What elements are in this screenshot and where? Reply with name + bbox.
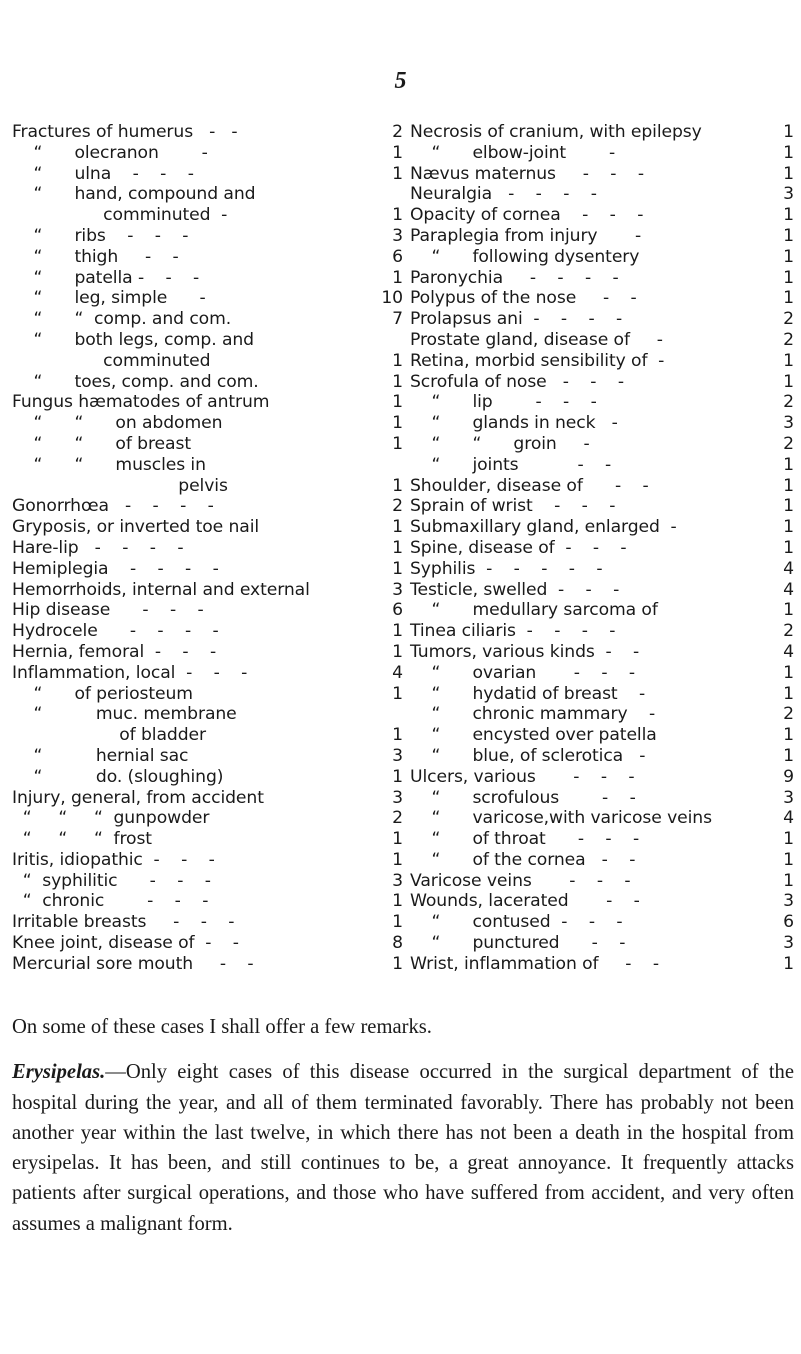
case-count: 2	[392, 808, 403, 829]
case-entry	[410, 559, 794, 580]
case-count: 1	[392, 205, 403, 226]
case-label: Gryposis, or inverted toe nail	[12, 517, 281, 538]
case-count: 7	[392, 309, 403, 330]
case-list-right	[410, 122, 794, 975]
case-entry	[410, 268, 794, 289]
case-label: “ olecranon -	[12, 142, 219, 163]
case-label: Knee joint, disease of - -	[12, 933, 250, 954]
case-count: 1	[392, 953, 403, 974]
case-label: “ do. (sloughing)	[12, 766, 229, 787]
case-entry	[12, 559, 403, 580]
case-label: Iritis, idiopathic - - -	[12, 849, 226, 870]
erysipelas-paragraph	[12, 1057, 794, 1239]
case-entry	[12, 954, 403, 975]
case-label: “ hand, compound and	[12, 184, 256, 205]
case-entry	[12, 205, 403, 226]
case-count: 1	[783, 537, 794, 558]
case-count: 1	[783, 683, 794, 704]
case-label: “ of throat - - -	[410, 829, 650, 850]
case-entry	[410, 538, 794, 559]
case-label: “ punctured - -	[410, 933, 637, 954]
case-count: 1	[783, 953, 794, 974]
case-count: 10	[381, 288, 403, 309]
case-label: “ joints - -	[410, 454, 622, 475]
case-label: “ “ comp. and com.	[12, 309, 237, 330]
case-label: “ elbow-joint -	[410, 142, 626, 163]
case-entry	[410, 455, 794, 476]
case-count: 1	[392, 163, 403, 184]
case-count: 1	[783, 267, 794, 288]
case-label: Hernia, femoral - - -	[12, 641, 227, 662]
case-entry	[12, 164, 403, 185]
case-label: Tumors, various kinds - -	[410, 641, 650, 662]
case-entry	[12, 226, 403, 247]
case-label: Wounds, lacerated - -	[410, 891, 651, 912]
remarks-intro: On some of these cases I shall offer a few remarks.	[12, 1016, 432, 1038]
case-label: Hemiplegia - - - -	[12, 558, 230, 579]
case-count: 3	[783, 413, 794, 434]
case-label: “ patella - - -	[12, 267, 210, 288]
case-label: “ leg, simple -	[12, 288, 217, 309]
case-entry	[410, 205, 794, 226]
case-entry	[12, 767, 403, 788]
case-count: 1	[783, 496, 794, 517]
case-label: “ chronic - - -	[12, 891, 220, 912]
case-count: 2	[783, 433, 794, 454]
case-count: 1	[392, 267, 403, 288]
case-entry	[410, 891, 794, 912]
case-count: 3	[783, 933, 794, 954]
case-label: Retina, morbid sensibility of -	[410, 350, 675, 371]
case-label: Hemorrhoids, internal and external	[12, 579, 316, 600]
case-entry	[12, 704, 403, 725]
case-count: 1	[783, 350, 794, 371]
case-entry	[12, 288, 403, 309]
case-count: 1	[783, 163, 794, 184]
case-count: 1	[392, 475, 403, 496]
erysipelas-body: —Only eight cases of this disease occurred in the surgical department of the hospital during the year, and all of them terminated favorably. There has probably not been another year within the last twelve, in which there has not been a death in the hospital from erysipelas. It has been, and still continues to be, a great annoyance. It frequently attacks patients after surgical operations, and those who have suffered from accident, and very often assumes a malignant form.	[12, 1061, 794, 1235]
case-label: “ “ “ frost	[12, 829, 222, 850]
case-count: 1	[392, 912, 403, 933]
case-count: 1	[783, 600, 794, 621]
case-label: “ “ “ gunpowder	[12, 808, 215, 829]
case-entry	[12, 122, 403, 143]
case-label: Wrist, inflammation of - -	[410, 953, 670, 974]
case-label: Shoulder, disease of - -	[410, 475, 660, 496]
case-entry	[12, 330, 403, 351]
case-label: Paraplegia from injury -	[410, 225, 652, 246]
case-label: Ulcers, various - - -	[410, 766, 646, 787]
case-count: 1	[392, 517, 403, 538]
case-label: Tinea ciliaris - - - -	[410, 621, 627, 642]
case-label: Spine, disease of - - -	[410, 537, 638, 558]
case-count: 4	[392, 662, 403, 683]
case-count: 1	[392, 142, 403, 163]
case-entry	[410, 850, 794, 871]
case-entry	[410, 580, 794, 601]
case-label: Injury, general, from accident	[12, 787, 291, 808]
case-count: 3	[392, 870, 403, 891]
case-label: “ of the cornea - -	[410, 849, 647, 870]
case-label: pelvis	[12, 475, 261, 496]
case-entry	[410, 933, 794, 954]
case-entry	[410, 746, 794, 767]
case-label: Inflammation, local - - -	[12, 662, 259, 683]
erysipelas-heading: Erysipelas.	[12, 1061, 106, 1084]
case-label: Polypus of the nose - -	[410, 288, 648, 309]
case-count: 6	[392, 246, 403, 267]
case-entry	[12, 891, 403, 912]
case-entry	[12, 392, 403, 413]
case-entry	[12, 871, 403, 892]
case-label: Fractures of humerus - -	[12, 122, 243, 142]
case-label: “ both legs, comp. and	[12, 329, 254, 350]
case-label: “ medullary sarcoma of	[410, 600, 669, 621]
case-count: 1	[783, 829, 794, 850]
case-count: 2	[783, 621, 794, 642]
case-count: 3	[392, 579, 403, 600]
case-count: 1	[783, 849, 794, 870]
case-entry	[410, 434, 794, 455]
case-entry	[12, 725, 403, 746]
case-count: 1	[783, 662, 794, 683]
case-entry	[410, 725, 794, 746]
case-count: 1	[392, 558, 403, 579]
case-count: 1	[783, 122, 794, 142]
case-count: 6	[783, 912, 794, 933]
case-entry	[12, 788, 403, 809]
case-entry	[12, 933, 403, 954]
case-count: 1	[392, 891, 403, 912]
case-count: 3	[783, 184, 794, 205]
case-entry	[410, 164, 794, 185]
case-count: 2	[783, 309, 794, 330]
case-count: 9	[783, 766, 794, 787]
case-entry	[12, 372, 403, 393]
case-entry	[410, 496, 794, 517]
case-label: Testicle, swelled - - -	[410, 579, 630, 600]
case-entry	[12, 496, 403, 517]
case-entry	[12, 184, 403, 205]
case-label: “ varicose,with varicose veins	[410, 808, 718, 829]
case-label: “ encysted over patella	[410, 725, 668, 746]
case-entry	[410, 642, 794, 663]
case-count: 1	[783, 205, 794, 226]
case-entry	[410, 143, 794, 164]
case-label: “ chronic mammary -	[410, 704, 666, 725]
case-label: “ glands in neck -	[410, 413, 629, 434]
case-entry	[410, 767, 794, 788]
case-label: “ lip - - -	[410, 392, 608, 413]
case-entry	[12, 600, 403, 621]
case-entry	[12, 538, 403, 559]
case-entry	[12, 684, 403, 705]
case-entry	[12, 829, 403, 850]
case-count: 1	[783, 142, 794, 163]
case-entry	[410, 912, 794, 933]
case-entry	[12, 850, 403, 871]
remarks-section	[12, 1012, 794, 1239]
case-label: of bladder	[12, 725, 249, 746]
case-label: Mercurial sore mouth - -	[12, 953, 265, 974]
case-label: “ “ on abdomen	[12, 413, 244, 434]
case-entry	[410, 871, 794, 892]
case-count: 8	[392, 933, 403, 954]
case-entry	[410, 600, 794, 621]
case-count: 1	[783, 225, 794, 246]
case-count: 1	[392, 621, 403, 642]
case-count: 3	[392, 787, 403, 808]
case-count: 1	[783, 454, 794, 475]
case-entry	[410, 663, 794, 684]
case-entry	[410, 351, 794, 372]
case-label: Gonorrhœa - - - -	[12, 496, 225, 517]
case-entry	[410, 788, 794, 809]
case-entry	[410, 372, 794, 393]
case-label: Hare-lip - - - -	[12, 537, 195, 558]
case-entry	[12, 413, 403, 434]
case-count: 1	[392, 413, 403, 434]
case-entry	[410, 954, 794, 975]
case-count: 4	[783, 641, 794, 662]
case-count: 1	[783, 517, 794, 538]
case-entry	[12, 268, 403, 289]
case-count: 2	[392, 122, 403, 142]
case-label: “ contused - - -	[410, 912, 634, 933]
case-label: Scrofula of nose - - -	[410, 371, 635, 392]
case-entry	[410, 684, 794, 705]
case-label: Prolapsus ani - - - -	[410, 309, 633, 330]
case-count: 3	[783, 787, 794, 808]
case-count: 1	[392, 829, 403, 850]
case-count: 2	[783, 704, 794, 725]
case-label: Hip disease - - -	[12, 600, 215, 621]
case-count: 1	[783, 288, 794, 309]
case-count: 1	[783, 870, 794, 891]
case-label: Paronychia - - - -	[410, 267, 630, 288]
case-count: 1	[783, 371, 794, 392]
case-entry	[410, 413, 794, 434]
case-entry	[410, 829, 794, 850]
case-label: Submaxillary gland, enlarged -	[410, 517, 688, 538]
case-count: 1	[783, 246, 794, 267]
case-label: Fungus hæmatodes of antrum	[12, 392, 291, 413]
case-entry	[410, 122, 794, 143]
case-label: “ following dysentery	[410, 246, 651, 267]
case-count: 1	[392, 725, 403, 746]
case-entry	[12, 517, 403, 538]
case-count: 1	[392, 433, 403, 454]
case-count: 3	[783, 891, 794, 912]
case-label: Neuralgia - - - -	[410, 184, 608, 205]
case-label: Opacity of cornea - - -	[410, 205, 655, 226]
case-entry	[12, 912, 403, 933]
case-label: “ “ of breast	[12, 433, 250, 454]
case-entry	[410, 330, 794, 351]
case-entry	[410, 808, 794, 829]
case-list-left	[12, 122, 403, 975]
case-entry	[410, 392, 794, 413]
case-label: “ of periosteum	[12, 683, 236, 704]
case-entry	[410, 704, 794, 725]
case-entry	[410, 184, 794, 205]
case-label: Nævus maternus - - -	[410, 163, 655, 184]
case-label: “ ulna - - -	[12, 163, 205, 184]
case-label: Varicose veins - - -	[410, 870, 642, 891]
case-count: 1	[392, 641, 403, 662]
case-label: “ ribs - - -	[12, 225, 200, 246]
case-count: 1	[392, 849, 403, 870]
case-label: “ “ muscles in	[12, 454, 206, 475]
case-label: “ scrofulous - -	[410, 787, 647, 808]
case-entry	[12, 455, 403, 476]
case-label: “ syphilitic - - -	[12, 870, 222, 891]
case-entry	[410, 476, 794, 497]
case-entry	[410, 309, 794, 330]
case-label: comminuted -	[12, 205, 238, 226]
case-count: 2	[392, 496, 403, 517]
case-label: “ ovarian - - -	[410, 662, 646, 683]
case-count: 1	[392, 371, 403, 392]
case-label: “ “ groin -	[410, 433, 601, 454]
case-entry	[12, 642, 403, 663]
case-entry	[12, 663, 403, 684]
case-count: 1	[783, 745, 794, 766]
case-label: Sprain of wrist - - -	[410, 496, 627, 517]
case-count: 4	[783, 558, 794, 579]
case-count: 1	[783, 475, 794, 496]
case-label: “ hernial sac	[12, 745, 243, 766]
page-number: 5	[394, 68, 407, 94]
case-label: Irritable breasts - - -	[12, 912, 246, 933]
case-entry	[410, 226, 794, 247]
case-label: Necrosis of cranium, with epilepsy	[410, 122, 708, 142]
case-count: 1	[392, 537, 403, 558]
case-label: “ muc. membrane	[12, 704, 237, 725]
case-count: 2	[783, 392, 794, 413]
case-entry	[410, 288, 794, 309]
case-entry	[12, 580, 403, 601]
case-label: “ toes, comp. and com.	[12, 371, 265, 392]
case-entry	[12, 746, 403, 767]
case-entry	[12, 808, 403, 829]
case-count: 1	[392, 683, 403, 704]
case-entry	[12, 434, 403, 455]
case-count: 4	[783, 579, 794, 600]
case-count: 1	[392, 392, 403, 413]
case-count: 3	[392, 225, 403, 246]
case-entry	[12, 309, 403, 330]
case-entry	[12, 351, 403, 372]
case-count: 6	[392, 600, 403, 621]
case-count: 1	[783, 725, 794, 746]
case-entry	[12, 476, 403, 497]
case-entry	[12, 247, 403, 268]
case-entry	[12, 621, 403, 642]
case-label: “ hydatid of breast -	[410, 683, 656, 704]
case-count: 1	[392, 350, 403, 371]
case-label: comminuted	[12, 350, 259, 371]
case-entry	[12, 143, 403, 164]
case-label: Prostate gland, disease of -	[410, 329, 674, 350]
case-count: 3	[392, 745, 403, 766]
case-label: Syphilis - - - - -	[410, 558, 614, 579]
case-label: Hydrocele - - - -	[12, 621, 230, 642]
case-entry	[410, 247, 794, 268]
case-entry	[410, 517, 794, 538]
case-count: 2	[783, 329, 794, 350]
case-count: 1	[392, 766, 403, 787]
case-label: “ blue, of sclerotica -	[410, 745, 657, 766]
case-label: “ thigh - -	[12, 246, 190, 267]
case-entry	[410, 621, 794, 642]
case-count: 4	[783, 808, 794, 829]
